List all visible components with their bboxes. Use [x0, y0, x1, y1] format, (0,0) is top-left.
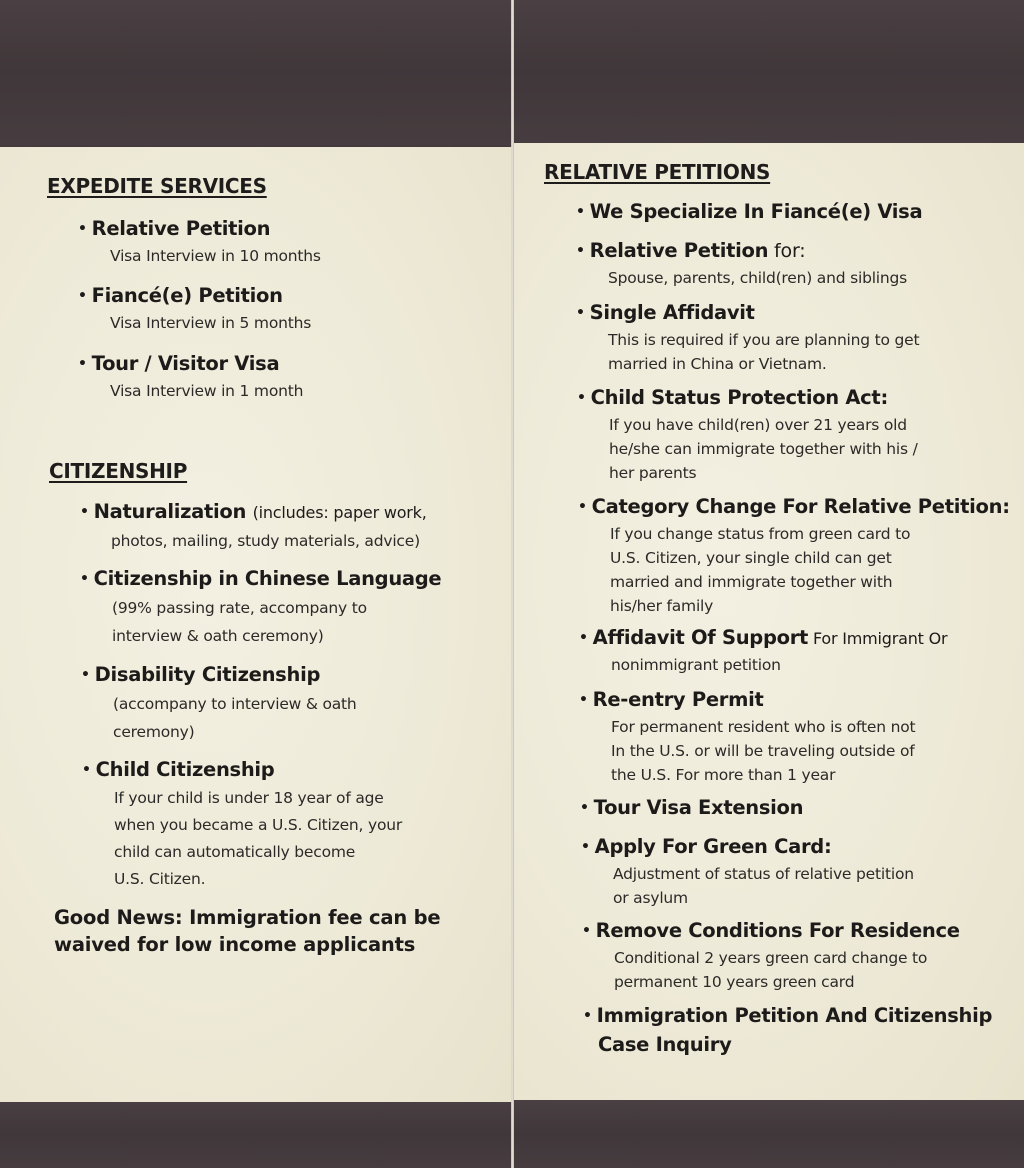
bullet-icon: • [576, 204, 585, 220]
bullet-icon: • [81, 667, 90, 683]
bullet-icon: • [582, 923, 591, 939]
relative-petitions-heading: RELATIVE PETITIONS [544, 160, 771, 184]
relative-item-apply-green-card: • Apply For Green Card: Adjustment of status of relative petition or asylum [581, 835, 914, 907]
bullet-icon: • [579, 692, 588, 708]
bullet-icon: • [577, 390, 586, 406]
expedite-item-fiance-petition: • Fiancé(e) Petition Visa Interview in 5 months [78, 284, 312, 332]
citizenship-heading: CITIZENSHIP [49, 459, 188, 483]
bullet-icon: • [80, 504, 89, 520]
bullet-icon: • [580, 800, 589, 816]
citizenship-item-child: • Child Citizenship If your child is under 18 year of age when you became a U.S. Citizen, your child can automatically become U.S. Citizen. [82, 758, 403, 888]
expedite-item-tour-visitor-visa: • Tour / Visitor Visa Visa Interview in 1 month [78, 352, 304, 400]
fold-line [511, 0, 514, 1168]
good-news-note: Good News: Immigration fee can be waived for low income applicants [54, 906, 441, 956]
citizenship-item-disability: • Disability Citizenship (accompany to interview & oath ceremony) [81, 663, 357, 741]
relative-item-case-inquiry: • Immigration Petition And Citizenship Case Inquiry [583, 1004, 993, 1056]
relative-item-category-change: • Category Change For Relative Petition: If you change status from green card to U.S. Citizen, your single child can get married and immigrate together with his/her family [578, 495, 1010, 615]
bullet-icon: • [78, 221, 87, 237]
bullet-icon: • [576, 243, 585, 259]
bullet-icon: • [579, 630, 588, 646]
citizenship-item-naturalization: • Naturalization (includes: paper work, photos, mailing, study materials, advice) [80, 500, 427, 550]
bullet-icon: • [78, 356, 87, 372]
relative-item-reentry-permit: • Re-entry Permit For permanent resident who is often not In the U.S. or will be traveling outside of the U.S. For more than 1 year [579, 688, 916, 784]
bullet-icon: • [576, 305, 585, 321]
expedite-item-relative-petition: • Relative Petition Visa Interview in 10 months [78, 217, 321, 265]
bullet-icon: • [78, 288, 87, 304]
relative-item-affidavit-of-support: • Affidavit Of Support For Immigrant Or nonimmigrant petition [579, 626, 948, 674]
relative-item-remove-conditions: • Remove Conditions For Residence Conditional 2 years green card change to permanent 10 years green card [582, 919, 960, 991]
relative-item-tour-visa-extension: • Tour Visa Extension [580, 796, 804, 819]
citizenship-item-chinese-language: • Citizenship in Chinese Language (99% passing rate, accompany to interview & oath ceremony) [80, 567, 442, 645]
relative-item-fiance-visa: • We Specialize In Fiancé(e) Visa [576, 200, 923, 223]
bullet-icon: • [583, 1008, 592, 1024]
bullet-icon: • [80, 571, 89, 587]
expedite-services-heading: EXPEDITE SERVICES [47, 174, 267, 198]
bullet-icon: • [578, 499, 587, 515]
bullet-icon: • [581, 839, 590, 855]
relative-item-single-affidavit: • Single Affidavit This is required if you are planning to get married in China or Vietnam. [576, 301, 920, 373]
relative-item-relative-petition: • Relative Petition for: Spouse, parents, child(ren) and siblings [576, 239, 908, 287]
bullet-icon: • [82, 762, 91, 778]
relative-item-child-status-protection: • Child Status Protection Act: If you have child(ren) over 21 years old he/she can immigrate together with his / her parents [577, 386, 918, 482]
